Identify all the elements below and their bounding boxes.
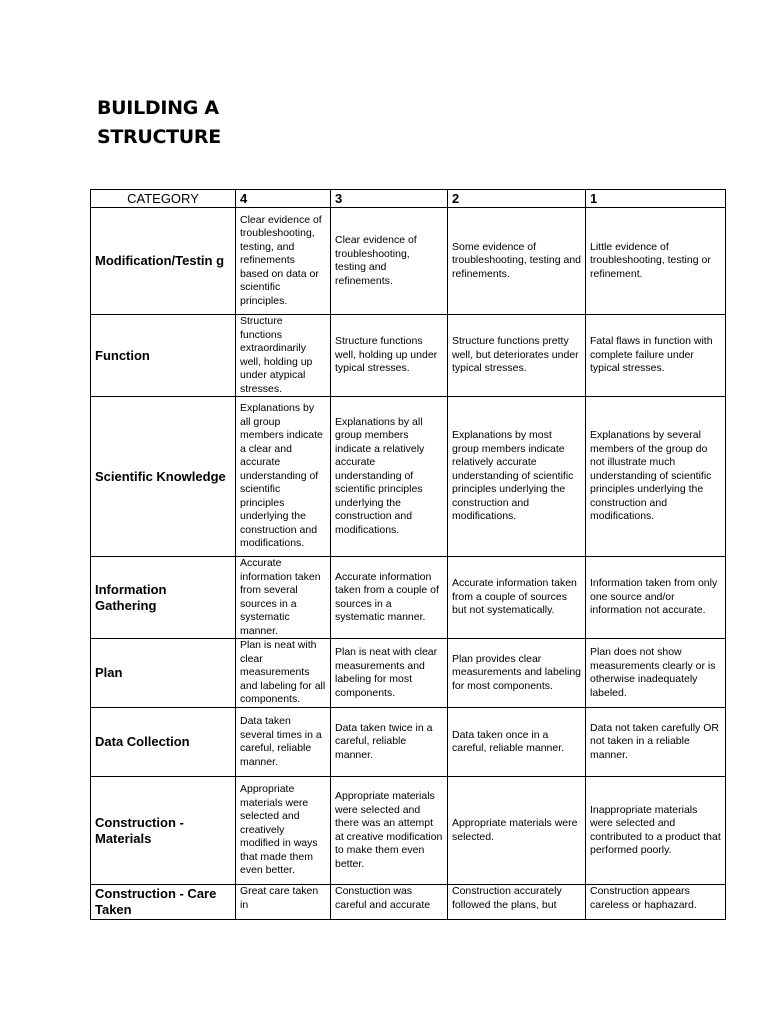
document-title-line-2: STRUCTURE: [97, 126, 221, 148]
table-row: [91, 397, 726, 557]
table-row: [91, 885, 726, 920]
cell-score-3: Appropriate materials were selected and there was an attempt at creative modification to make them even better.: [331, 777, 448, 885]
cell-score-3: Constuction was careful and accurate: [331, 885, 448, 920]
document-title: [97, 94, 221, 152]
table-row: [91, 557, 726, 639]
table-row: [91, 777, 726, 885]
cell-score-4: Data taken several times in a careful, reliable manner.: [236, 708, 331, 777]
cell-score-2: Accurate information taken from a couple of sources but not systematically.: [448, 557, 586, 639]
cell-score-4: Plan is neat with clear measurements and labeling for all components.: [236, 639, 331, 708]
header-category: CATEGORY: [91, 190, 236, 208]
table-row: [91, 315, 726, 397]
row-category: Scientific Knowledge: [91, 397, 236, 557]
header-score-4: 4: [236, 190, 331, 208]
cell-score-2: Plan provides clear measurements and labeling for most components.: [448, 639, 586, 708]
cell-score-4: Appropriate materials were selected and creatively modified in ways that made them even better.: [236, 777, 331, 885]
table-row: [91, 639, 726, 708]
row-category: Construction - Care Taken: [91, 885, 236, 920]
cell-score-3: Data taken twice in a careful, reliable manner.: [331, 708, 448, 777]
row-category: Modification/Testin g: [91, 208, 236, 315]
cell-score-1: Inappropriate materials were selected and contributed to a product that performed poorly.: [586, 777, 726, 885]
row-category: Function: [91, 315, 236, 397]
cell-score-4: Structure functions extraordinarily well, holding up under atypical stresses.: [236, 315, 331, 397]
document-title-line-1: BUILDING A: [97, 97, 219, 119]
cell-score-3: Structure functions well, holding up under typical stresses.: [331, 315, 448, 397]
cell-score-2: Data taken once in a careful, reliable manner.: [448, 708, 586, 777]
header-score-3: 3: [331, 190, 448, 208]
rubric-table: [90, 189, 726, 920]
row-category: Information Gathering: [91, 557, 236, 639]
cell-score-2: Some evidence of troubleshooting, testing and refinements.: [448, 208, 586, 315]
table-header-row: [91, 190, 726, 208]
cell-score-4: Explanations by all group members indicate a clear and accurate understanding of scientific principles underlying the construction and modifications.: [236, 397, 331, 557]
cell-score-2: Appropriate materials were selected.: [448, 777, 586, 885]
row-category: Data Collection: [91, 708, 236, 777]
header-score-1: 1: [586, 190, 726, 208]
cell-score-3: Accurate information taken from a couple of sources in a systematic manner.: [331, 557, 448, 639]
cell-score-1: Information taken from only one source and/or information not accurate.: [586, 557, 726, 639]
table-row: [91, 208, 726, 315]
row-category: Construction -Materials: [91, 777, 236, 885]
cell-score-2: Structure functions pretty well, but deteriorates under typical stresses.: [448, 315, 586, 397]
header-score-2: 2: [448, 190, 586, 208]
cell-score-1: Data not taken carefully OR not taken in a reliable manner.: [586, 708, 726, 777]
cell-score-1: Little evidence of troubleshooting, testing or refinement.: [586, 208, 726, 315]
cell-score-3: Plan is neat with clear measurements and labeling for most components.: [331, 639, 448, 708]
table-row: [91, 708, 726, 777]
cell-score-2: Explanations by most group members indicate relatively accurate understanding of scientific principles underlying the construction and modifications.: [448, 397, 586, 557]
cell-score-1: Plan does not show measurements clearly or is otherwise inadequately labeled.: [586, 639, 726, 708]
cell-score-4: Clear evidence of troubleshooting, testing, and refinements based on data or scientific principles.: [236, 208, 331, 315]
cell-score-1: Construction appears careless or haphazard.: [586, 885, 726, 920]
cell-score-4: Accurate information taken from several sources in a systematic manner.: [236, 557, 331, 639]
cell-score-3: Clear evidence of troubleshooting, testing and refinements.: [331, 208, 448, 315]
cell-score-4: Great care taken in: [236, 885, 331, 920]
row-category: Plan: [91, 639, 236, 708]
cell-score-1: Fatal flaws in function with complete failure under typical stresses.: [586, 315, 726, 397]
cell-score-1: Explanations by several members of the group do not illustrate much understanding of scientific principles underlying the construction and modifications.: [586, 397, 726, 557]
cell-score-3: Explanations by all group members indicate a relatively accurate understanding of scientific principles underlying the construction and modifications.: [331, 397, 448, 557]
cell-score-2: Construction accurately followed the plans, but: [448, 885, 586, 920]
